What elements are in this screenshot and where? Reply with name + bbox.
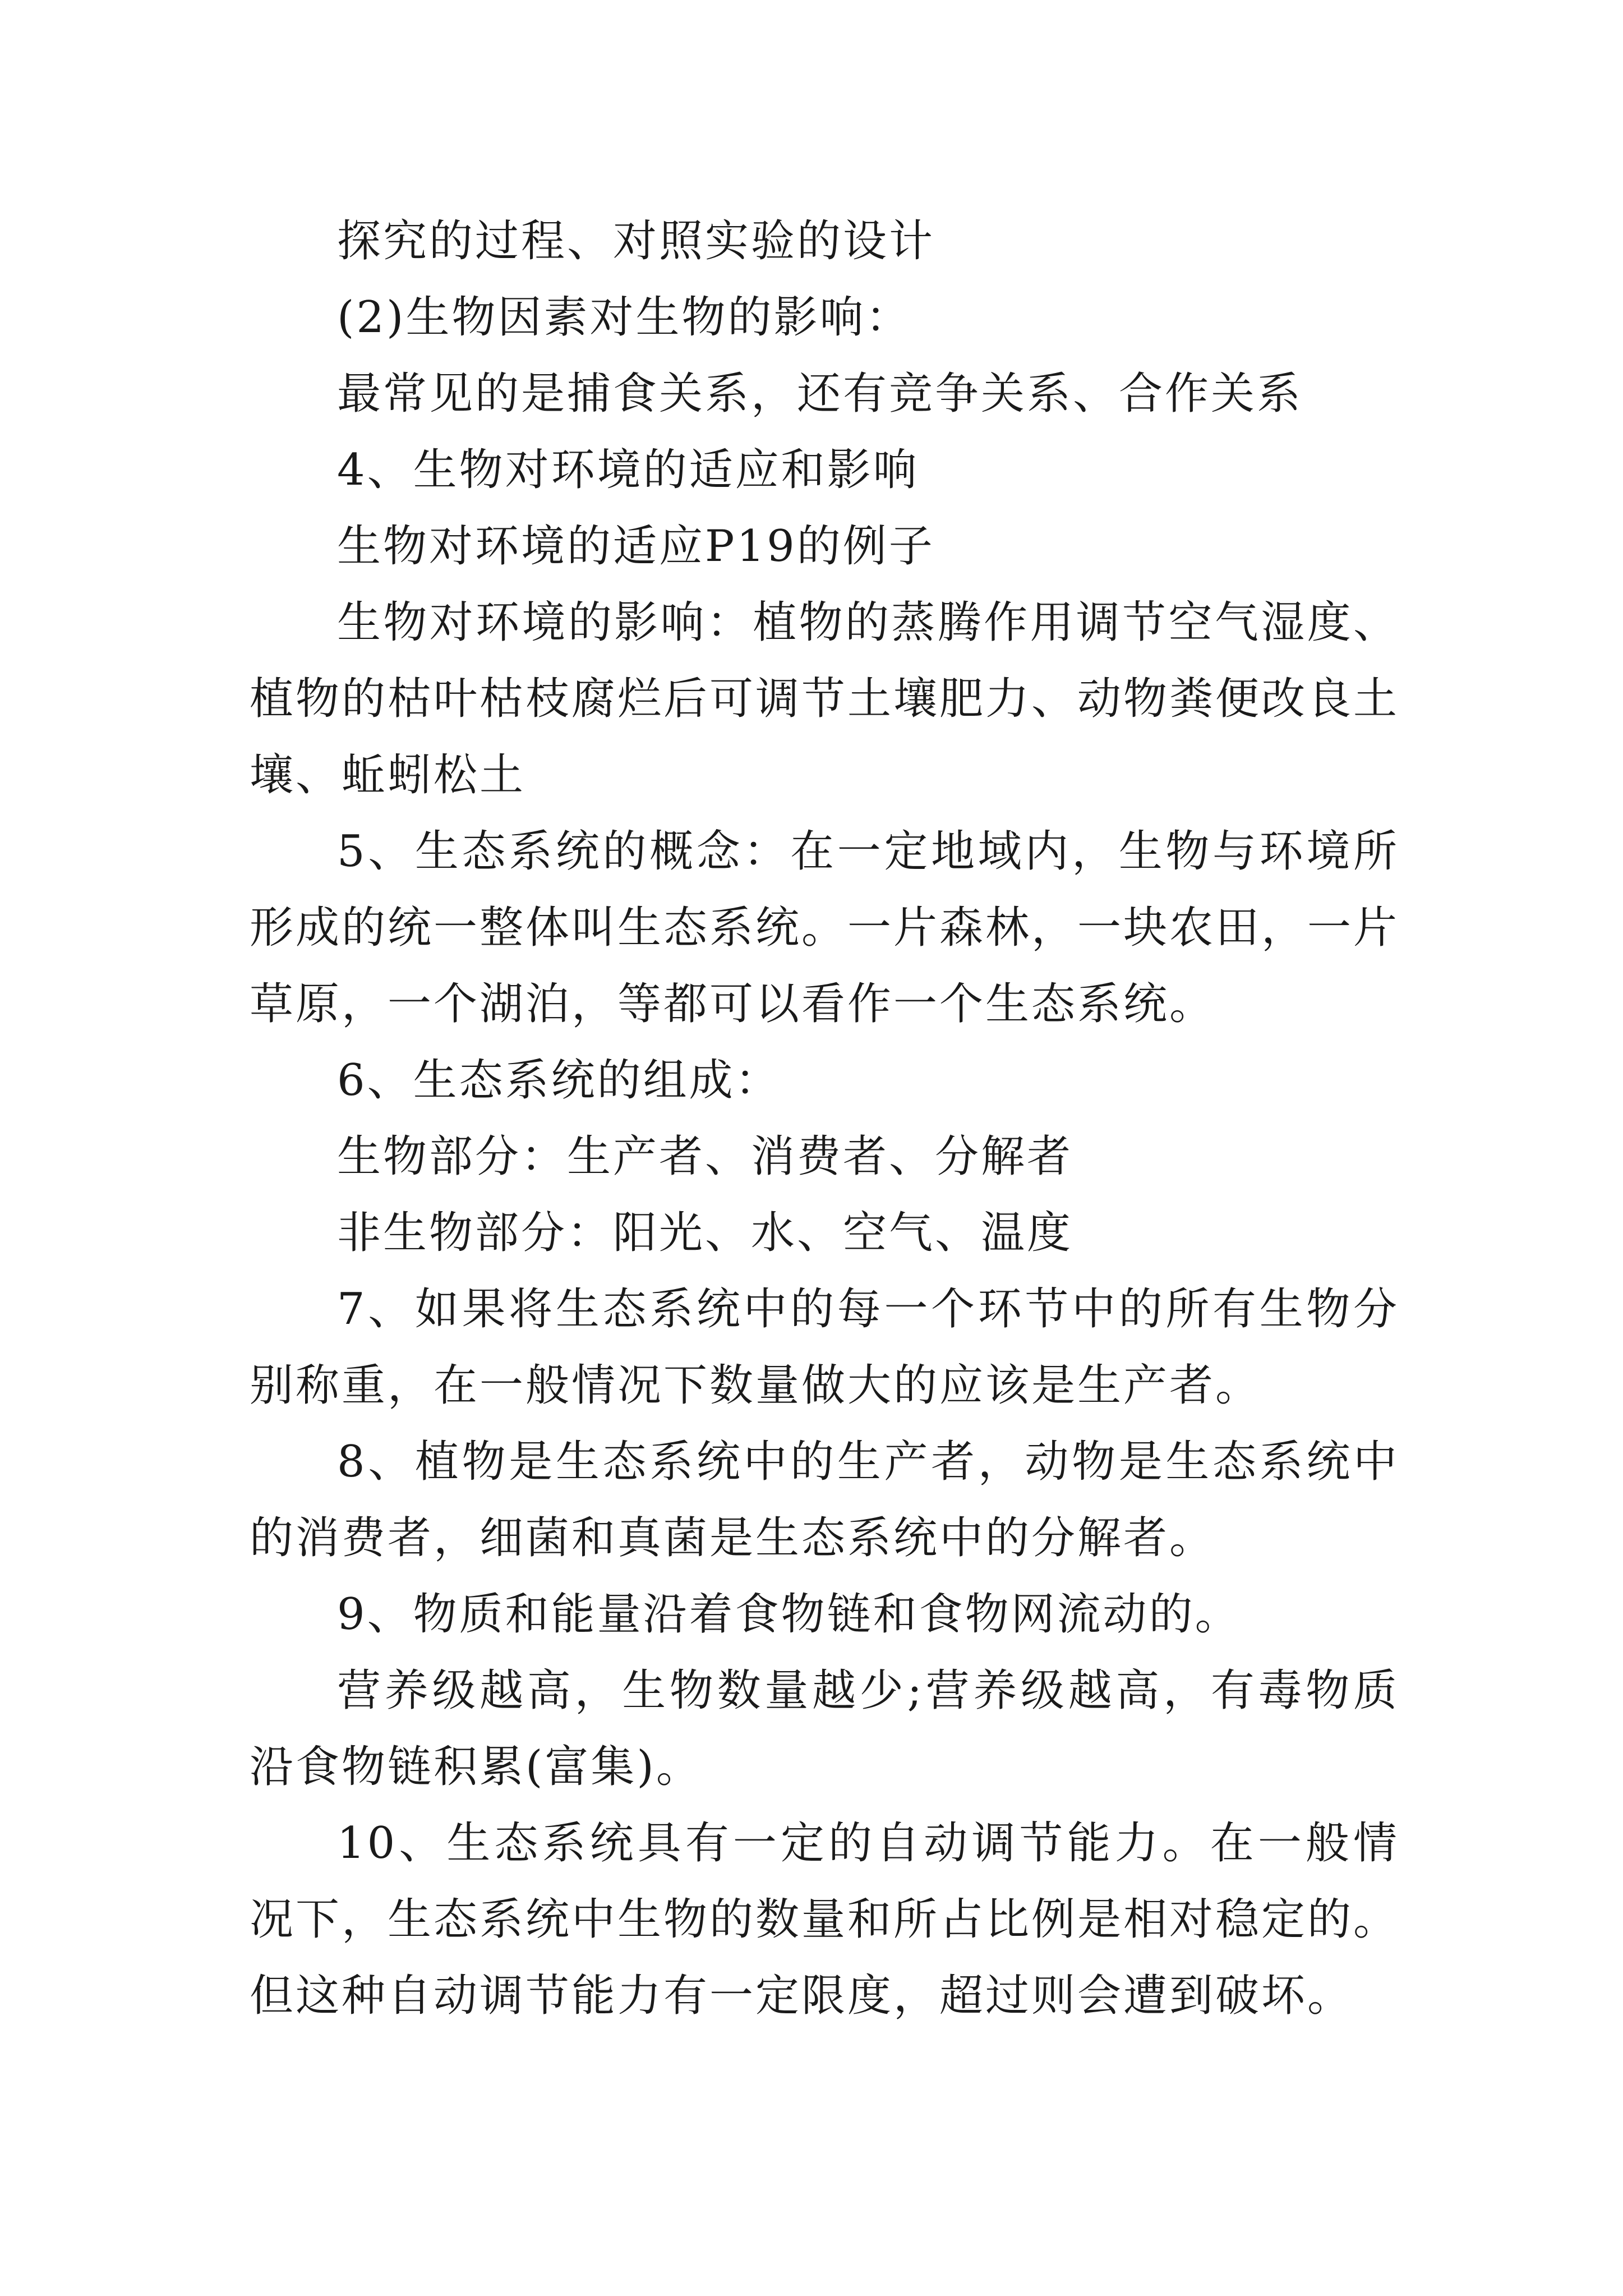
paragraph-4: 4、生物对环境的适应和影响: [337, 445, 919, 495]
paragraph-11: 7、如果将生态系统中的每一个环节中的所有生物分别称重，在一般情况下数量做大的应该是生产者。: [250, 1284, 1399, 1411]
paragraph-8: 6、生态系统的组成：: [337, 1055, 781, 1106]
paragraph-3: 最常见的是捕食关系，还有竞争关系、合作关系: [337, 369, 1303, 419]
paragraph-2: (2)生物因素对生物的影响：: [337, 292, 912, 343]
document-body: [250, 203, 1399, 2034]
paragraph-14: 营养级越高，生物数量越少;营养级越高，有毒物质沿食物链积累(富集)。: [250, 1665, 1399, 1792]
paragraph-5: 生物对环境的适应P19的例子: [337, 521, 935, 572]
paragraph-7: 5、生态系统的概念：在一定地域内，生物与环境所形成的统一整体叫生态系统。一片森林，一块农田，一片草原，一个湖泊，等都可以看作一个生态系统。: [250, 826, 1400, 1029]
paragraph-6: 生物对环境的影响：植物的蒸腾作用调节空气湿度、植物的枯叶枯枝腐烂后可调节土壤肥力、动物粪便改良土壤、蚯蚓松土: [250, 597, 1400, 800]
paragraph-10: 非生物部分：阳光、水、空气、温度: [337, 1208, 1073, 1258]
paragraph-1: 探究的过程、对照实验的设计: [337, 216, 935, 266]
paragraph-9: 生物部分：生产者、消费者、分解者: [337, 1131, 1073, 1182]
paragraph-12: 8、植物是生态系统中的生产者，动物是生态系统中的消费者，细菌和真菌是生态系统中的分解者。: [250, 1437, 1399, 1563]
paragraph-13: 9、物质和能量沿着食物链和食物网流动的。: [337, 1589, 1241, 1640]
paragraph-15: 10、生态系统具有一定的自动调节能力。在一般情况下，生态系统中生物的数量和所占比例是相对稳定的。但这种自动调节能力有一定限度，超过则会遭到破坏。: [250, 1818, 1400, 2021]
